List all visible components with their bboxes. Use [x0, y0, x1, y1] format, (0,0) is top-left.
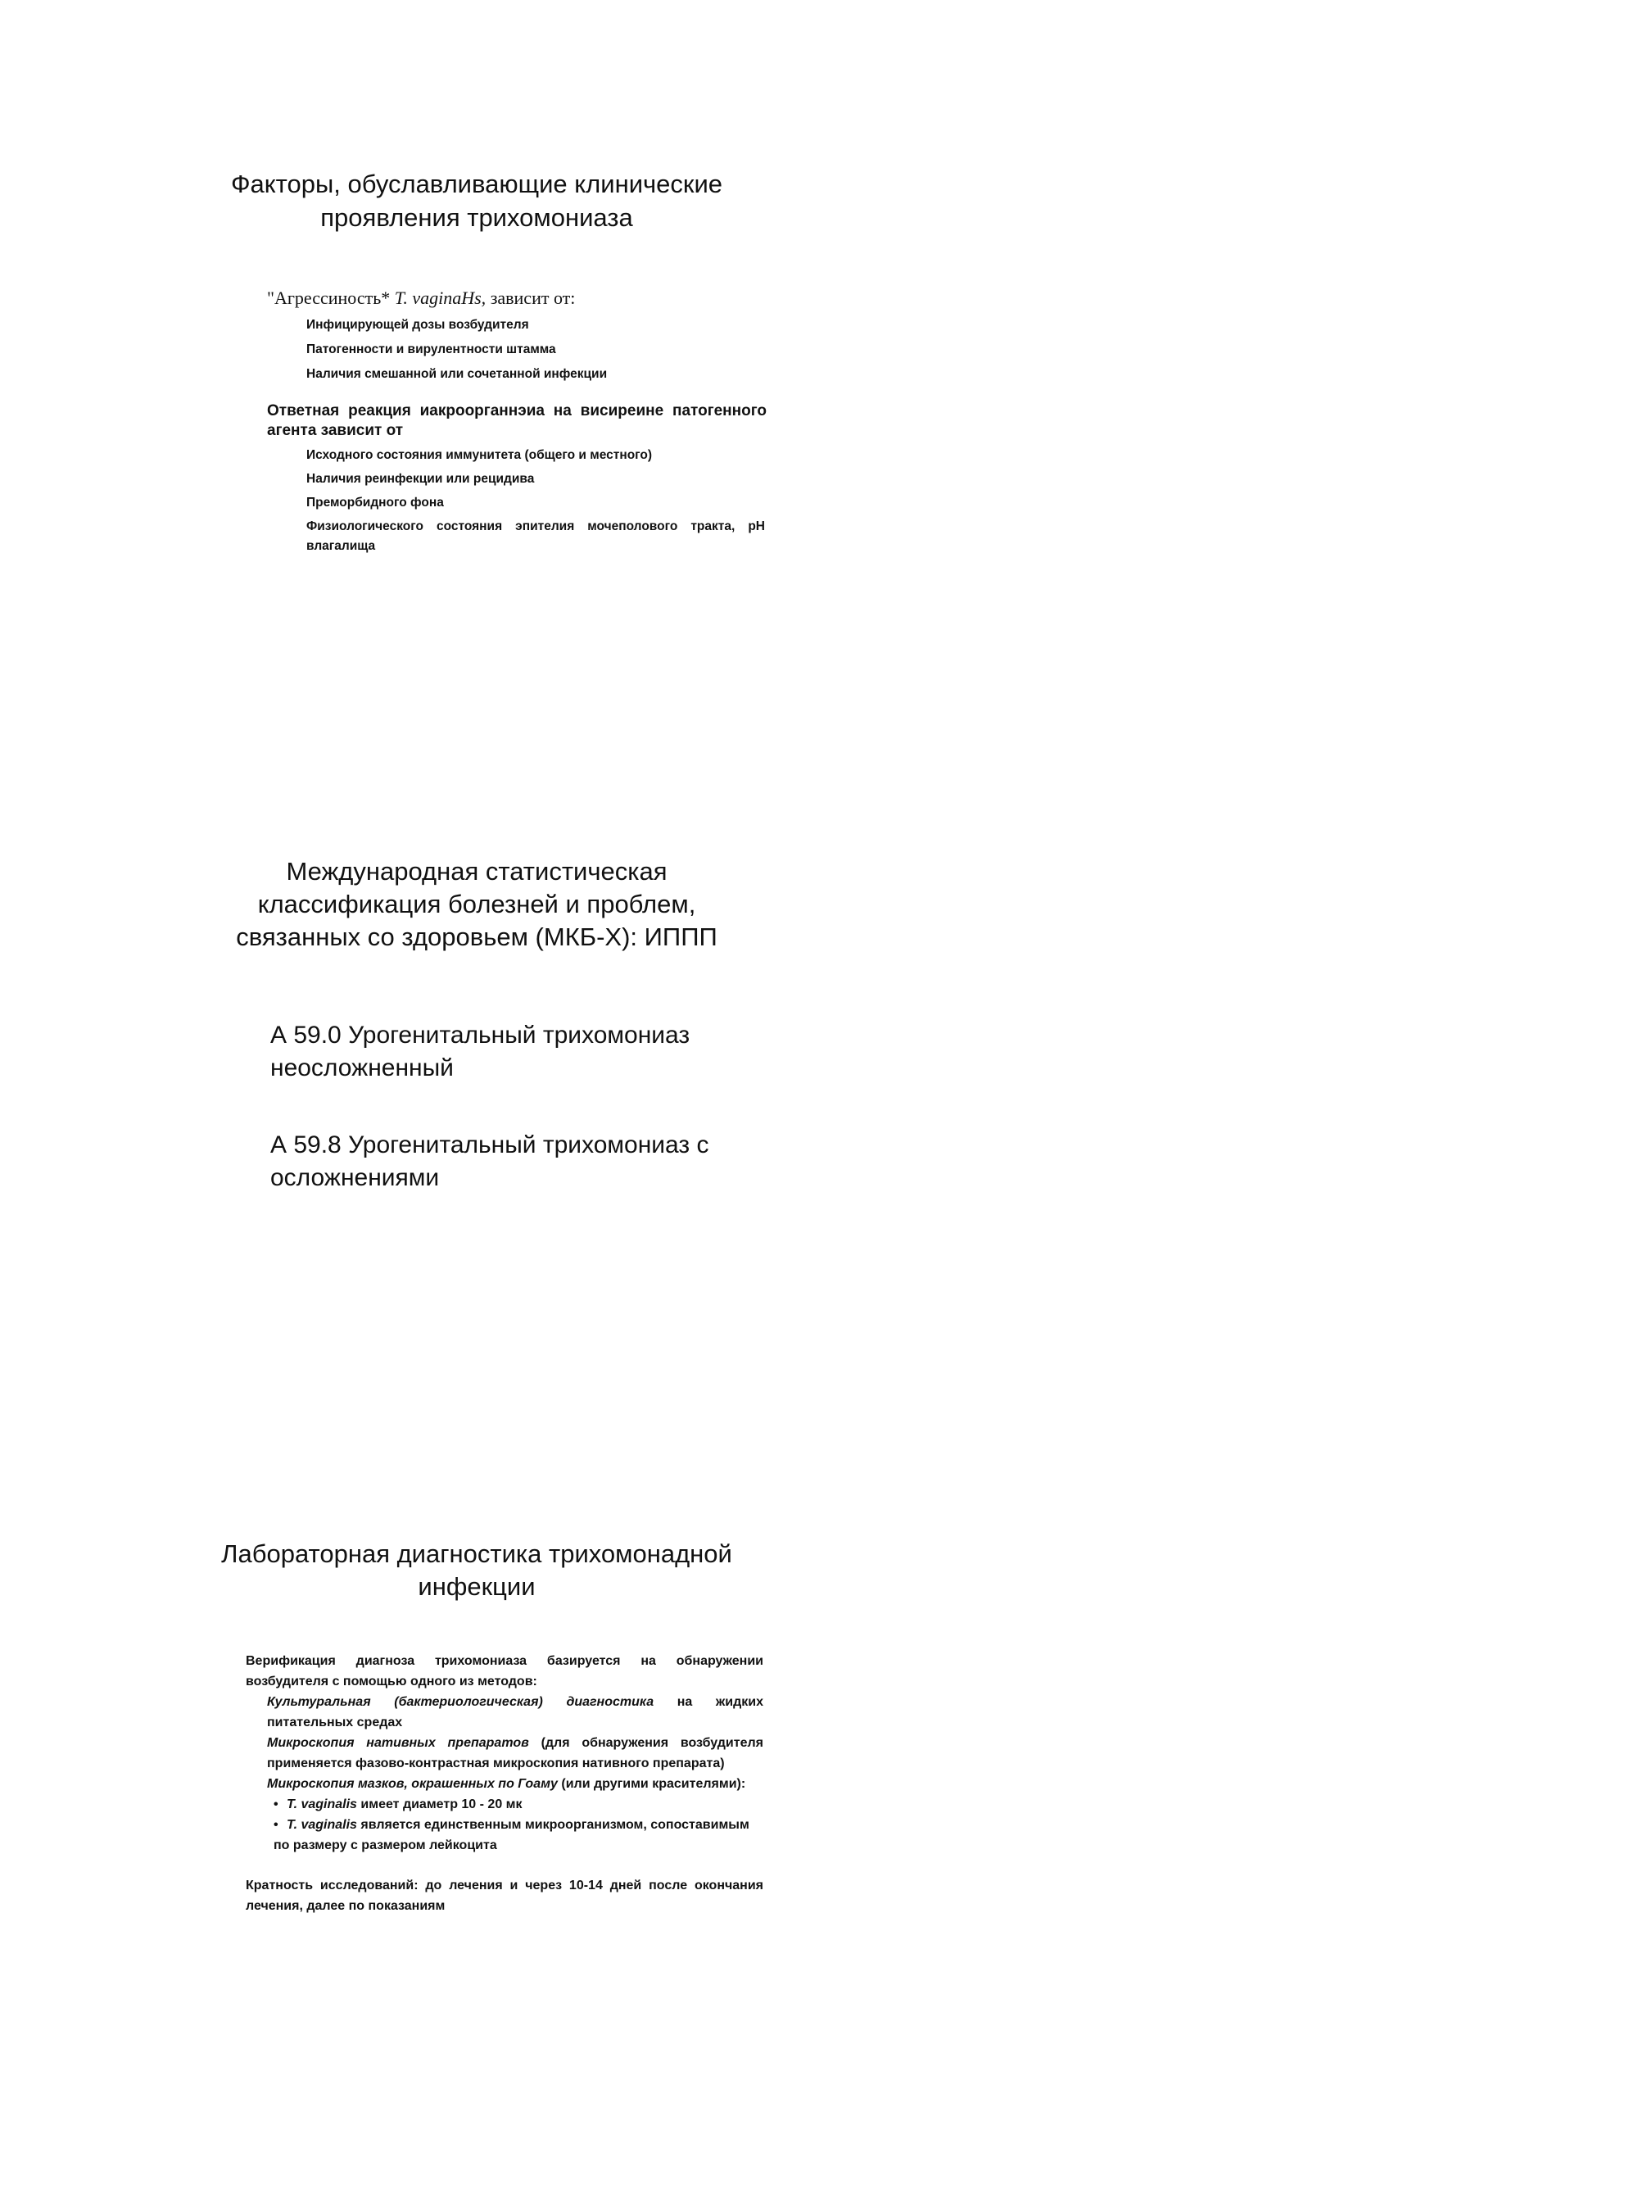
- list-item: Наличия смешанной или сочетанной инфекции: [306, 367, 608, 381]
- slide-lab-diagnostics: [215, 1538, 772, 1916]
- lead-species: T. vaginaHs,: [394, 288, 487, 308]
- slide-title: Международная статистическая классификация болезней и проблем, связанных со здоровьем (МКБ-Х): ИППП: [236, 857, 717, 951]
- list-item: Инфицирующей дозы возбудителя: [306, 318, 529, 332]
- intro-paragraph: Верификация диагноза трихомониаза базируется на обнаружении возбудителя с помощью одного из методов:: [246, 1654, 763, 1688]
- icd-code-item: А 59.8 Урогенитальный трихомониаз с осложнениями: [270, 1131, 709, 1191]
- method-description: (для обнаружения возбудителя применяется фазово-контрастная микроскопия нативного препарата): [267, 1736, 764, 1770]
- list-item: [274, 1794, 763, 1815]
- slide-title: Лабораторная диагностика трихомонадной инфекции: [221, 1539, 732, 1601]
- frequency-paragraph: Кратность исследований: до лечения и через 10-14 дней после окончания лечения, далее по показаниям: [246, 1879, 763, 1913]
- icd-codes-list: [270, 1019, 772, 1194]
- bullet-icon: •: [274, 1797, 278, 1811]
- method-native-microscopy: [246, 1733, 763, 1774]
- list-item: Наличия реинфекции или рецидива: [306, 472, 535, 486]
- method-name: Микроскопия нативных препаратов: [267, 1736, 529, 1750]
- method-culture: [246, 1692, 763, 1733]
- slide-clinical-factors: [215, 167, 772, 560]
- bullet-text: имеет диаметр 10 - 20 мк: [356, 1797, 523, 1811]
- aggressiveness-factors-list: [306, 313, 772, 387]
- list-item: Физиологического состояния эпителия мочеполового тракта, рН влагалища: [306, 519, 765, 553]
- list-item: Исходного состояния иммунитета (общего и местного): [306, 448, 653, 462]
- species-name: T. vaginalis: [287, 1818, 357, 1832]
- list-item: Патогенности и вирулентности штамма: [306, 342, 556, 356]
- icd-code-item: А 59.0 Урогенитальный трихомониаз неосложненный: [270, 1022, 690, 1081]
- morphology-bullets: [274, 1794, 763, 1856]
- bullet-text: является единственным микроорганизмом, сопоставимым по размеру с размером лейкоцита: [274, 1818, 749, 1852]
- lead-prefix: "Агрессиность*: [267, 288, 395, 308]
- list-item: Преморбидного фона: [306, 496, 444, 510]
- list-item: [274, 1815, 763, 1856]
- aggressiveness-lead: [267, 287, 772, 310]
- slide-title: Факторы, обуславливающие клинические проявления трихомониаза: [230, 170, 723, 232]
- method-name: Микроскопия мазков, окрашенных по Гоаму: [267, 1777, 558, 1791]
- lab-diagnostics-body: [246, 1651, 763, 1916]
- bullet-icon: •: [274, 1818, 278, 1832]
- method-description: (или другими красителями):: [557, 1777, 746, 1791]
- method-name: Культуральная (бактериологическая) диагностика: [267, 1695, 654, 1709]
- species-name: T. vaginalis: [287, 1797, 357, 1811]
- method-description: на жидких питательных средах: [267, 1695, 763, 1729]
- method-stained-smears: [246, 1774, 763, 1794]
- response-factors-list: [306, 446, 765, 556]
- slide-icd-classification: [215, 855, 772, 1239]
- lead-suffix: зависит от:: [486, 288, 576, 308]
- response-heading: Ответная реакция иакроорганнэиа на висиреине патогенного агента зависит от: [267, 402, 767, 439]
